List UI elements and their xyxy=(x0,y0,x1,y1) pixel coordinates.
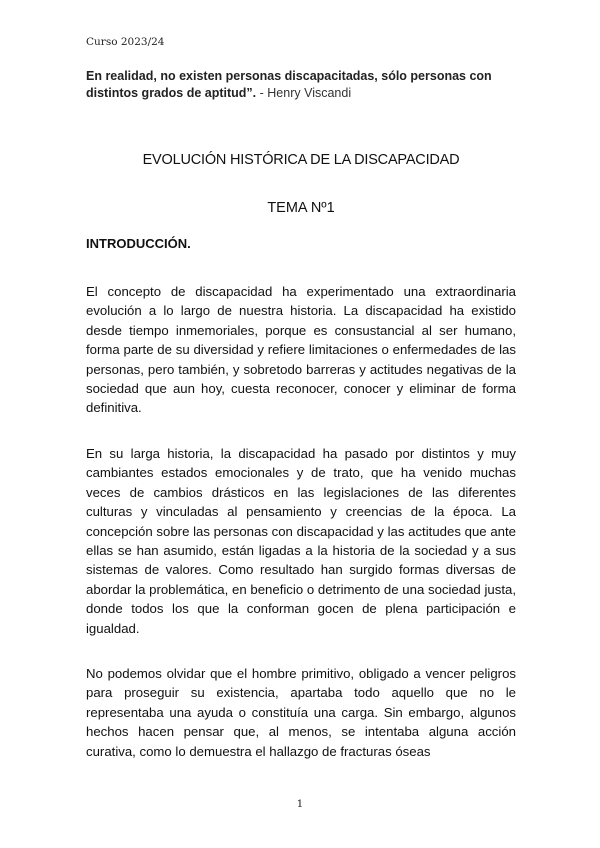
paragraph-1: El concepto de discapacidad ha experimentado una extraordinaria evolución a lo largo de nuestra historia. La discapacidad ha existido desde tiempo inmemoriales, porque es consustancial al ser humano, forma parte de su diversidad y refiere limitaciones o enfermedades de las personas, pero también, y sobretodo barreras y actitudes negativas de la sociedad que aun hoy, cuesta reconocer, conocer y eliminar de forma definitiva. xyxy=(86,284,516,416)
epigraph-quote: En realidad, no existen personas discapacitadas, sólo personas con distintos grados de aptitud”. xyxy=(86,69,492,100)
document-title: EVOLUCIÓN HISTÓRICA DE LA DISCAPACIDAD xyxy=(142,152,460,168)
page-number: 1 xyxy=(296,798,304,810)
document-subtitle: TEMA Nº1 xyxy=(267,200,335,216)
epigraph-author: - Henry Viscandi xyxy=(256,86,352,100)
section-heading: INTRODUCCIÓN. xyxy=(86,236,191,251)
epigraph xyxy=(86,68,526,102)
course-header: Curso 2023/24 xyxy=(86,36,165,48)
paragraph-2: En su larga historia, la discapacidad ha pasado por distintos y muy cambiantes estados emocionales y de trato, que ha venido muchas veces de cambios drásticos en las legislaciones de las diferentes culturas y vinculadas al pensamiento y creencias de la época. La concepción sobre las personas con discapacidad y las actitudes que ante ellas se han asumido, están ligadas a la historia de la sociedad y a sus sistemas de valores. Como resultado han surgido formas diversas de abordar la problemática, en beneficio o detrimento de una sociedad justa, donde todos los que la conforman gocen de plena participación e igualdad. xyxy=(86,446,516,636)
paragraph-3: No podemos olvidar que el hombre primitivo, obligado a vencer peligros para proseguir su existencia, apartaba todo aquello que no le representaba una ayuda o constituía una carga. Sin embargo, algunos hechos hacen pensar que, al menos, se intentaba alguna acción curativa, como lo demuestra el hallazgo de fracturas óseas xyxy=(86,666,516,759)
